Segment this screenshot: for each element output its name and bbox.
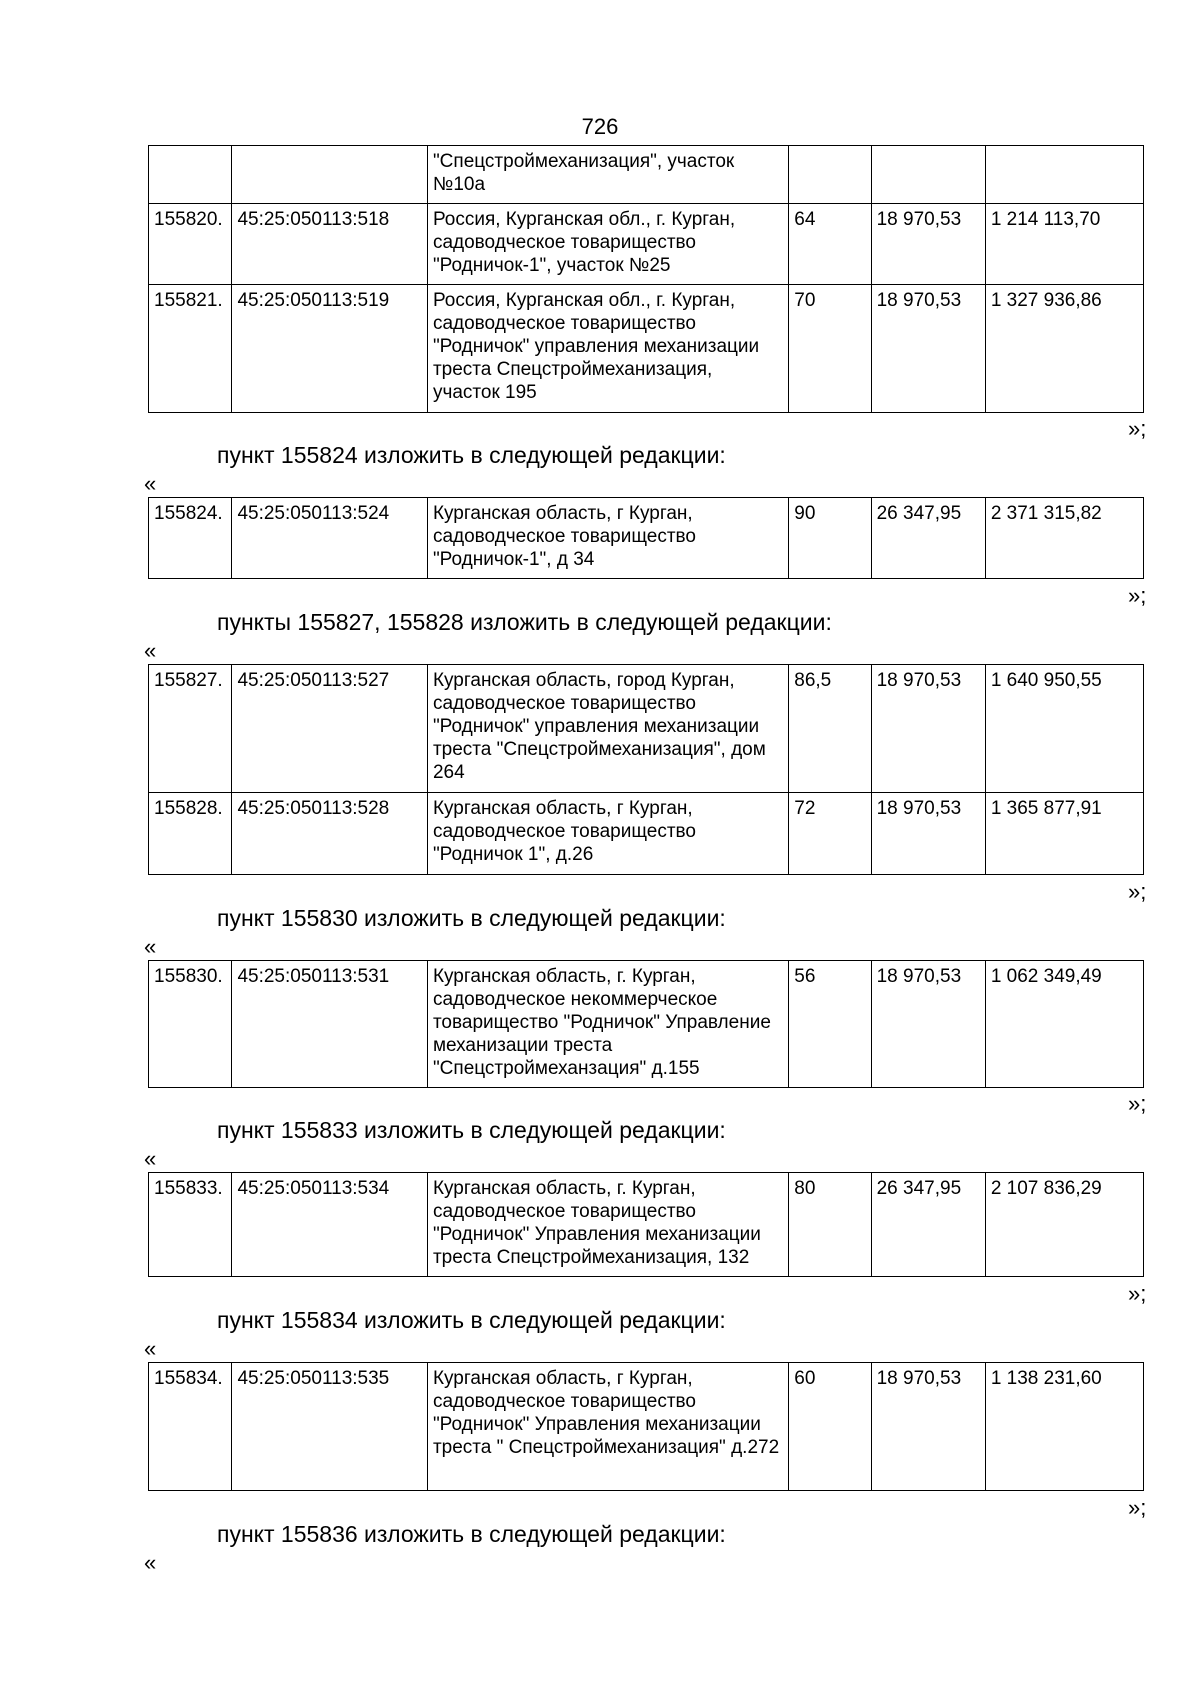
item-number-cell [149, 146, 232, 204]
item-number-cell: 155830. [149, 961, 232, 1088]
amendment-instruction: пункт 155836 изложить в следующей редакции: [217, 1521, 726, 1547]
cadastral-value-cell [985, 146, 1143, 204]
area-cell: 72 [789, 793, 871, 875]
opening-quote: « [144, 1550, 157, 1575]
item-number-cell: 155828. [149, 793, 232, 875]
closing-quote: »; [1128, 879, 1147, 904]
closing-quote: »; [1128, 1091, 1147, 1116]
cadastral-number-cell: 45:25:050113:519 [232, 285, 427, 413]
table-row [149, 793, 1144, 875]
table-row [149, 665, 1144, 793]
cadastral-number-cell: 45:25:050113:534 [232, 1173, 427, 1277]
table-row [149, 1173, 1144, 1277]
cadastral-number-cell: 45:25:050113:518 [232, 204, 427, 285]
land-plot-table [148, 664, 1144, 875]
opening-quote: « [144, 1146, 157, 1171]
address-cell: Курганская область, г Курган, садоводческое товарищество "Родничок-1", д 34 [427, 498, 788, 579]
item-number-cell: 155833. [149, 1173, 232, 1277]
item-number-cell: 155827. [149, 665, 232, 793]
amendment-instruction: пункт 155834 изложить в следующей редакции: [217, 1307, 726, 1333]
land-plot-table [148, 960, 1144, 1088]
unit-value-cell: 18 970,53 [871, 793, 985, 875]
item-number-cell: 155821. [149, 285, 232, 413]
cadastral-number-cell: 45:25:050113:524 [232, 498, 427, 579]
address-cell: Россия, Курганская обл., г. Курган, садоводческое товарищество "Родничок-1", участок №25 [427, 204, 788, 285]
unit-value-cell: 26 347,95 [871, 498, 985, 579]
cadastral-value-cell: 1 640 950,55 [985, 665, 1143, 793]
table-row [149, 961, 1144, 1088]
unit-value-cell: 18 970,53 [871, 285, 985, 413]
table-row [149, 146, 1144, 204]
cadastral-value-cell: 1 138 231,60 [985, 1363, 1143, 1491]
cadastral-number-cell: 45:25:050113:527 [232, 665, 427, 793]
address-cell: Курганская область, г. Курган, садоводческое некоммерческое товарищество "Родничок" Управление механизации треста "Спецстроймеханзация" д.155 [427, 961, 788, 1088]
unit-value-cell [871, 146, 985, 204]
cadastral-number-cell [232, 146, 427, 204]
area-cell: 86,5 [789, 665, 871, 793]
cadastral-number-cell: 45:25:050113:535 [232, 1363, 427, 1491]
unit-value-cell: 26 347,95 [871, 1173, 985, 1277]
closing-quote: »; [1128, 416, 1147, 441]
area-cell: 70 [789, 285, 871, 413]
table-row [149, 1363, 1144, 1491]
closing-quote: »; [1128, 583, 1147, 608]
opening-quote: « [144, 934, 157, 959]
land-plot-table [148, 1362, 1144, 1491]
cadastral-number-cell: 45:25:050113:531 [232, 961, 427, 1088]
item-number-cell: 155820. [149, 204, 232, 285]
closing-quote: »; [1128, 1495, 1147, 1520]
area-cell: 64 [789, 204, 871, 285]
cadastral-value-cell: 1 327 936,86 [985, 285, 1143, 413]
cadastral-value-cell: 1 365 877,91 [985, 793, 1143, 875]
unit-value-cell: 18 970,53 [871, 204, 985, 285]
closing-quote: »; [1128, 1281, 1147, 1306]
cadastral-value-cell: 1 214 113,70 [985, 204, 1143, 285]
amendment-instruction: пункт 155833 изложить в следующей редакции: [217, 1117, 726, 1143]
area-cell [789, 146, 871, 204]
land-plot-table [148, 145, 1144, 413]
address-cell: Курганская область, г Курган, садоводческое товарищество "Родничок 1", д.26 [427, 793, 788, 875]
opening-quote: « [144, 1336, 157, 1361]
land-plot-table [148, 497, 1144, 579]
address-cell: Курганская область, г Курган, садоводческое товарищество "Родничок" Управления механизации треста " Спецстроймеханизация" д.272 [427, 1363, 788, 1491]
address-cell: "Спецстроймеханизация", участок №10а [427, 146, 788, 204]
amendment-instruction: пункт 155830 изложить в следующей редакции: [217, 905, 726, 931]
amendment-instruction: пункт 155824 изложить в следующей редакции: [217, 442, 726, 468]
address-cell: Курганская область, город Курган, садоводческое товарищество "Родничок" управления механизации треста "Спецстроймеханизация", дом 264 [427, 665, 788, 793]
cadastral-value-cell: 2 107 836,29 [985, 1173, 1143, 1277]
item-number-cell: 155824. [149, 498, 232, 579]
unit-value-cell: 18 970,53 [871, 1363, 985, 1491]
land-plot-table [148, 1172, 1144, 1277]
amendment-instruction: пункты 155827, 155828 изложить в следующей редакции: [217, 609, 832, 635]
address-cell: Курганская область, г. Курган, садоводческое товарищество "Родничок" Управления механизации треста Спецстроймеханизация, 132 [427, 1173, 788, 1277]
area-cell: 90 [789, 498, 871, 579]
opening-quote: « [144, 638, 157, 663]
cadastral-value-cell: 1 062 349,49 [985, 961, 1143, 1088]
cadastral-value-cell: 2 371 315,82 [985, 498, 1143, 579]
area-cell: 56 [789, 961, 871, 1088]
unit-value-cell: 18 970,53 [871, 665, 985, 793]
opening-quote: « [144, 471, 157, 496]
area-cell: 60 [789, 1363, 871, 1491]
page-number: 726 [581, 114, 619, 139]
table-row [149, 498, 1144, 579]
unit-value-cell: 18 970,53 [871, 961, 985, 1088]
cadastral-number-cell: 45:25:050113:528 [232, 793, 427, 875]
table-row [149, 285, 1144, 413]
table-row [149, 204, 1144, 285]
address-cell: Россия, Курганская обл., г. Курган, садоводческое товарищество "Родничок" управления механизации треста Спецстроймеханизация, участок 195 [427, 285, 788, 413]
area-cell: 80 [789, 1173, 871, 1277]
item-number-cell: 155834. [149, 1363, 232, 1491]
